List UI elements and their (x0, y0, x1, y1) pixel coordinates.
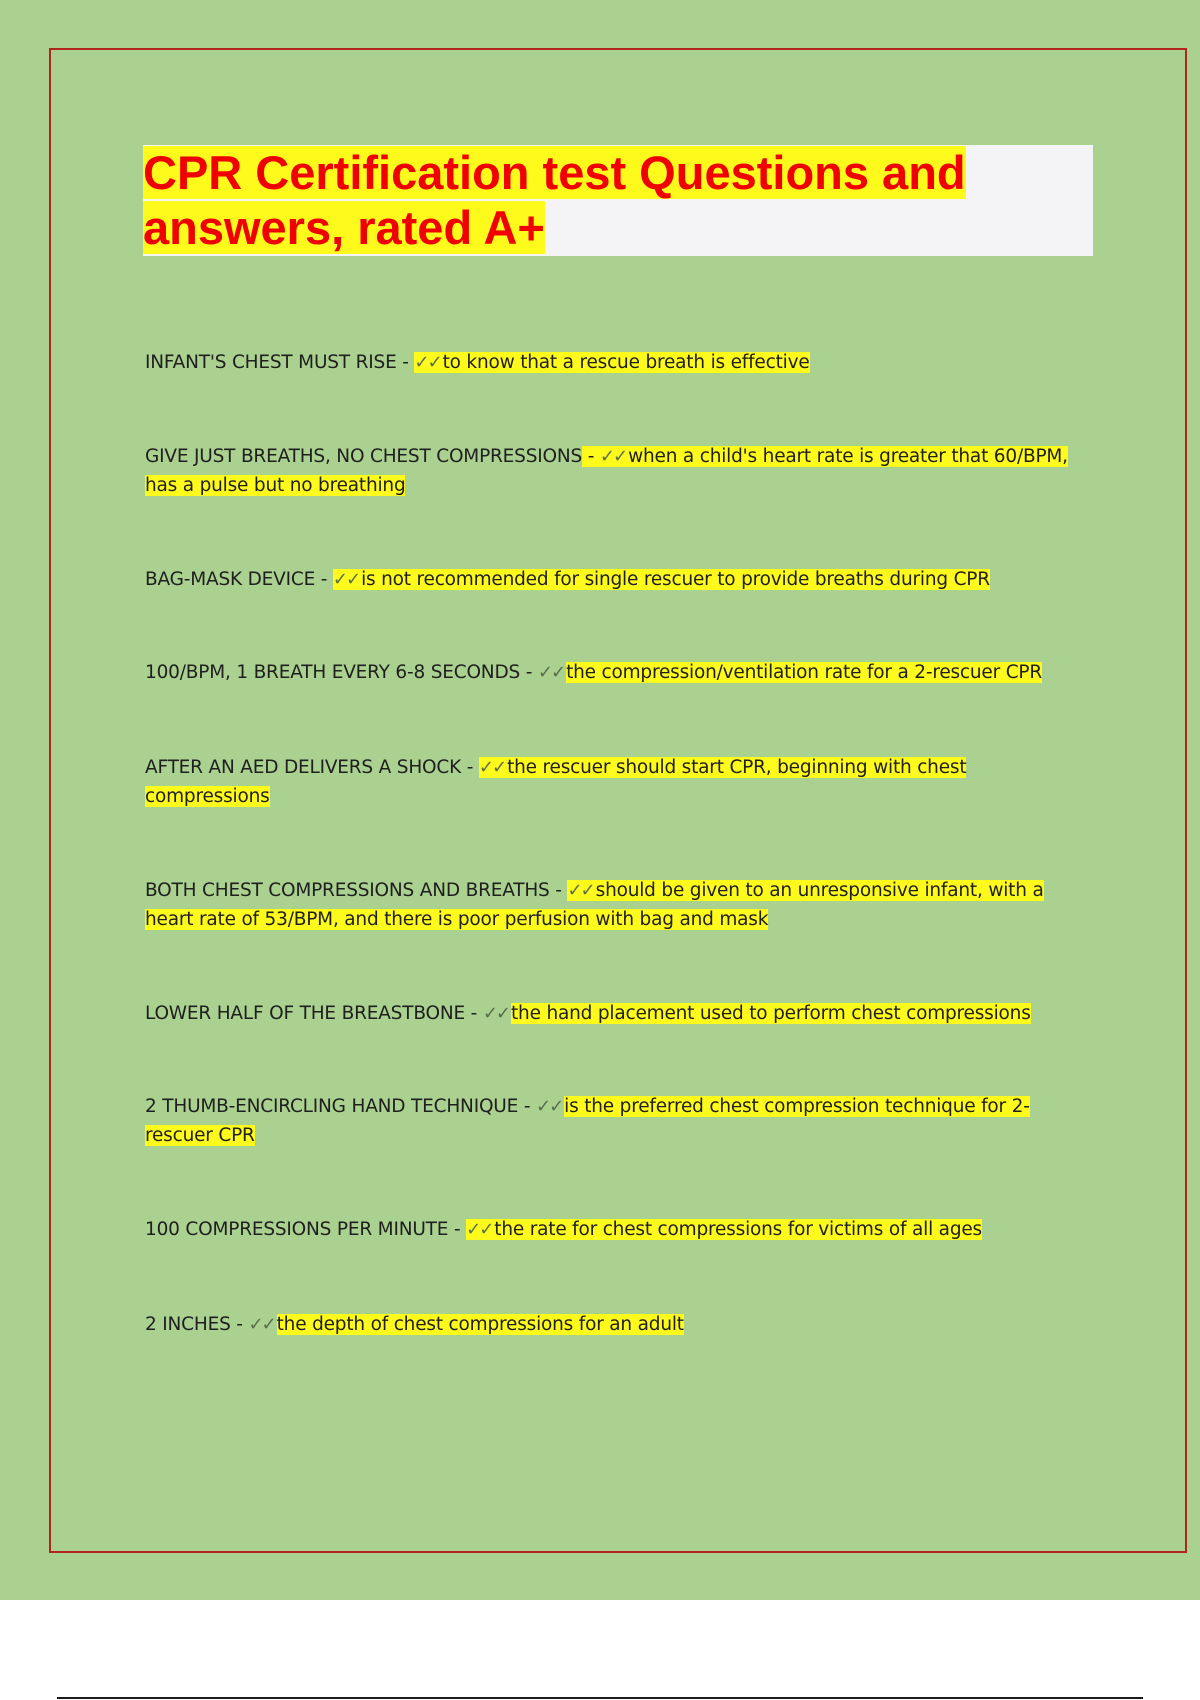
qa-separator: - (315, 569, 333, 590)
qa-item-7 (145, 999, 1031, 1028)
qa-answer: is not recommended for single rescuer to provide breaths during CPR (361, 569, 990, 590)
qa-item-9 (145, 1215, 982, 1244)
qa-separator: - (582, 446, 600, 467)
qa-answer: the hand placement used to perform chest compressions (511, 1003, 1031, 1024)
qa-answer-line-1: is the preferred chest compression technique for 2- (564, 1096, 1030, 1117)
qa-answer: the depth of chest compressions for an adult (276, 1314, 684, 1335)
document-title (143, 145, 1093, 255)
double-check-icon: ✓✓ (482, 1003, 509, 1024)
qa-term: BOTH CHEST COMPRESSIONS AND BREATHS (145, 880, 550, 901)
qa-answer-line-2: heart rate of 53/BPM, and there is poor perfusion with bag and mask (145, 909, 769, 930)
qa-item-2 (145, 442, 1068, 500)
qa-term: 100/BPM, 1 BREATH EVERY 6-8 SECONDS (145, 662, 521, 683)
qa-answer: to know that a rescue breath is effective (442, 352, 810, 373)
double-check-icon: ✓✓ (414, 352, 441, 373)
qa-item-10 (145, 1310, 684, 1339)
qa-term: GIVE JUST BREATHS, NO CHEST COMPRESSIONS (145, 446, 583, 467)
qa-answer: the rate for chest compressions for victims of all ages (494, 1219, 982, 1240)
double-check-icon: ✓✓ (332, 569, 360, 590)
qa-separator: - (448, 1219, 467, 1240)
double-check-icon: ✓✓ (466, 1219, 493, 1240)
title-block (143, 145, 1093, 256)
double-check-icon: ✓✓ (535, 1096, 563, 1117)
qa-term: INFANT'S CHEST MUST RISE (145, 352, 397, 373)
qa-answer-line-1: should be given to an unresponsive infant, with a (595, 880, 1044, 901)
qa-answer-line-2: has a pulse but no breathing (145, 475, 406, 496)
qa-item-4 (145, 658, 1042, 687)
qa-answer-line-1: when a child's heart rate is greater that 60/BPM, (628, 446, 1068, 467)
qa-item-6 (145, 876, 1044, 934)
double-check-icon: ✓✓ (599, 446, 627, 467)
qa-separator: - (518, 1096, 536, 1117)
qa-separator: - (396, 352, 415, 373)
title-line-2: answers, rated A+ (143, 201, 545, 254)
double-check-icon: ✓✓ (478, 757, 506, 778)
qa-answer: the compression/ventilation rate for a 2-rescuer CPR (566, 662, 1043, 683)
qa-separator: - (461, 757, 479, 778)
title-line-1: CPR Certification test Questions and (143, 146, 966, 199)
qa-separator: - (464, 1003, 483, 1024)
qa-term: 2 INCHES (145, 1314, 231, 1335)
qa-item-5 (145, 753, 966, 811)
qa-term: BAG-MASK DEVICE (145, 569, 316, 590)
qa-term: AFTER AN AED DELIVERS A SHOCK (145, 757, 462, 778)
footer-rule (57, 1697, 1143, 1699)
qa-separator: - (520, 662, 538, 683)
double-check-icon: ✓✓ (248, 1314, 275, 1335)
qa-answer-line-2: rescuer CPR (145, 1125, 255, 1146)
qa-term: 2 THUMB-ENCIRCLING HAND TECHNIQUE (145, 1096, 519, 1117)
qa-item-8 (145, 1092, 1030, 1150)
qa-answer-line-1: the rescuer should start CPR, beginning with chest (507, 757, 967, 778)
qa-answer-line-2: compressions (145, 786, 270, 807)
qa-item-1 (145, 348, 810, 377)
qa-item-3 (145, 565, 990, 594)
qa-separator: - (230, 1314, 249, 1335)
qa-term: 100 COMPRESSIONS PER MINUTE (145, 1219, 449, 1240)
double-check-icon: ✓✓ (537, 662, 565, 683)
double-check-icon: ✓✓ (567, 880, 594, 901)
qa-term: LOWER HALF OF THE BREASTBONE (145, 1003, 465, 1024)
qa-separator: - (549, 880, 568, 901)
